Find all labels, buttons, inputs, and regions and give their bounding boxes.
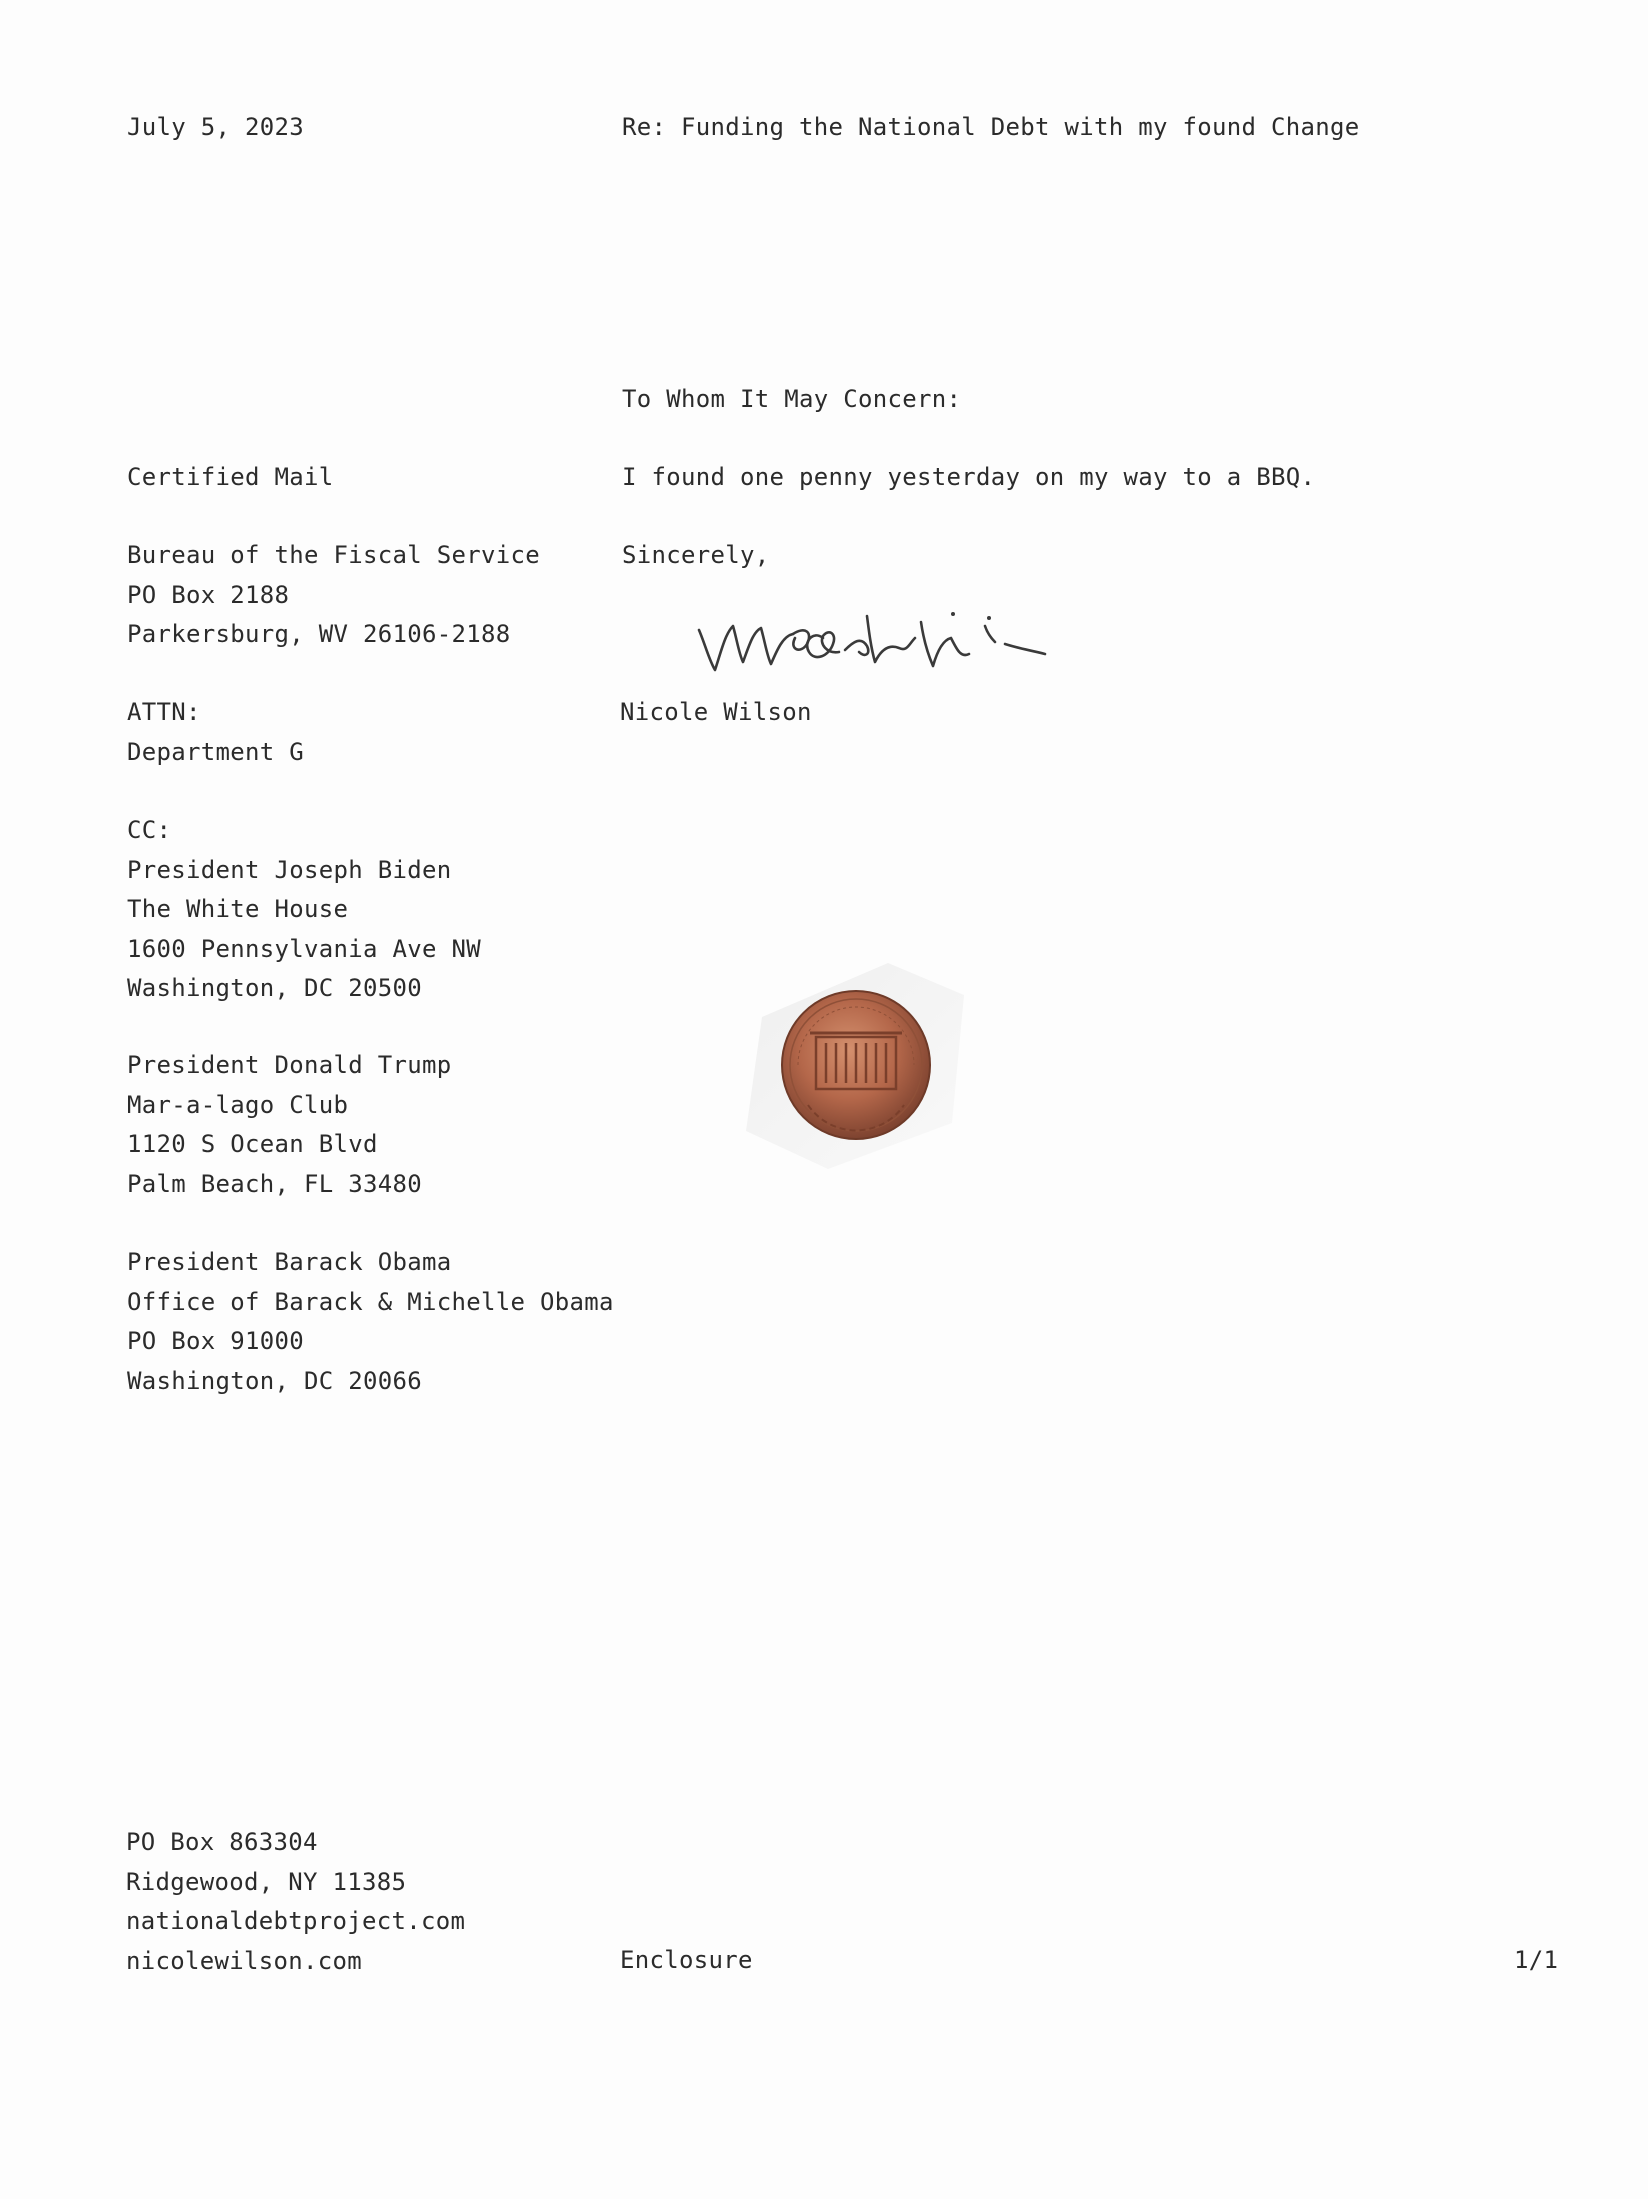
cc-line: 1600 Pennsylvania Ave NW [127, 934, 481, 963]
sender-line: nationaldebtproject.com [126, 1907, 466, 1935]
sender-line: nicolewilson.com [126, 1946, 362, 1975]
letter-body: I found one penny yesterday on my way to a BBQ. [622, 463, 1316, 491]
letter-date: July 5, 2023 [127, 113, 304, 141]
cc-line: President Donald Trump [127, 1051, 452, 1079]
cc-line: Palm Beach, FL 33480 [127, 1169, 422, 1198]
cc-block-2 [127, 1046, 451, 1204]
sender-line: PO Box 863304 [126, 1828, 318, 1856]
cc-block-3 [127, 1243, 614, 1401]
recipient-address-line: Bureau of the Fiscal Service [127, 541, 540, 569]
cc-line: Mar-a-lago Club [127, 1090, 349, 1119]
cc-line: President Barack Obama [127, 1248, 452, 1276]
attn-department: Department G [127, 737, 304, 766]
cc-line: PO Box 91000 [127, 1327, 304, 1355]
cc-line: Office of Barack & Michelle Obama [127, 1287, 614, 1316]
signer-name: Nicole Wilson [620, 698, 812, 726]
cc-line: Washington, DC 20066 [127, 1366, 422, 1395]
cc-label: CC: [127, 816, 172, 844]
enclosure-label: Enclosure [620, 1946, 753, 1974]
sender-line: Ridgewood, NY 11385 [126, 1867, 407, 1896]
salutation: To Whom It May Concern: [622, 385, 962, 413]
handwritten-signature-icon [695, 592, 1055, 682]
sender-address [126, 1823, 465, 1981]
letter-subject: Re: Funding the National Debt with my found Change [622, 113, 1360, 141]
attention-block [127, 693, 304, 772]
recipient-address-line: PO Box 2188 [127, 580, 290, 609]
cc-line: President Joseph Biden [127, 855, 452, 884]
recipient-address [127, 536, 540, 655]
closing: Sincerely, [622, 541, 770, 569]
page-number: 1/1 [1514, 1946, 1559, 1974]
penny-coin-icon [738, 955, 978, 1175]
cc-line: Washington, DC 20500 [127, 974, 422, 1002]
cc-block-1 [127, 811, 481, 1009]
delivery-method: Certified Mail [127, 463, 334, 491]
attn-label: ATTN: [127, 698, 201, 726]
recipient-address-line: Parkersburg, WV 26106-2188 [127, 620, 511, 648]
cc-line: 1120 S Ocean Blvd [127, 1130, 378, 1158]
cc-line: The White House [127, 895, 349, 923]
